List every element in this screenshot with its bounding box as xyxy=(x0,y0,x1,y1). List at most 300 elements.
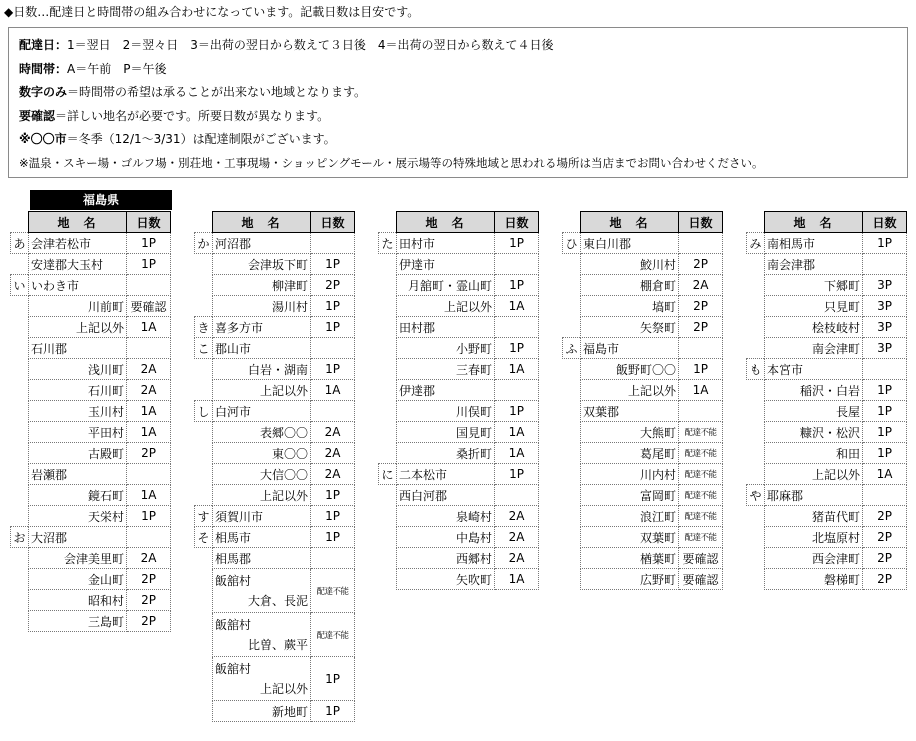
days-header: 日数 xyxy=(127,212,171,233)
area-name: 表郷〇〇 xyxy=(213,422,311,443)
area-name: 本宮市 xyxy=(765,359,863,380)
delivery-days: 1A xyxy=(127,401,171,422)
kana-index xyxy=(195,701,213,722)
table-row xyxy=(11,317,171,338)
kana-index xyxy=(379,254,397,275)
kana-index: み xyxy=(747,233,765,254)
kana-index xyxy=(563,380,581,401)
kana-index xyxy=(747,317,765,338)
kana-index xyxy=(11,317,29,338)
kana-header xyxy=(563,212,581,233)
area-name: 川俣町 xyxy=(397,401,495,422)
name-header: 地名 xyxy=(765,212,863,233)
kana-index xyxy=(563,548,581,569)
kana-index xyxy=(747,422,765,443)
area-name: 矢吹町 xyxy=(397,569,495,590)
table-row xyxy=(195,527,355,548)
delivery-days: 1A xyxy=(127,317,171,338)
table-row xyxy=(11,569,171,590)
delivery-days: 配達不能 xyxy=(679,443,723,464)
table-row xyxy=(379,548,539,569)
delivery-days: 1P xyxy=(311,317,355,338)
area-name: 河沼郡 xyxy=(213,233,311,254)
table-row xyxy=(195,548,355,569)
area-name: 大沼郡 xyxy=(29,527,127,548)
table-row xyxy=(747,527,907,548)
area-name: 浪江町 xyxy=(581,506,679,527)
table-row xyxy=(563,485,723,506)
delivery-days xyxy=(127,527,171,548)
kana-index xyxy=(747,548,765,569)
kana-index: か xyxy=(195,233,213,254)
kana-index xyxy=(747,296,765,317)
area-name: 稲沢・白岩 xyxy=(765,380,863,401)
area-name: 南相馬市 xyxy=(765,233,863,254)
kana-index xyxy=(563,317,581,338)
delivery-days xyxy=(679,401,723,422)
area-name: 天栄村 xyxy=(29,506,127,527)
table-row xyxy=(747,506,907,527)
kana-index xyxy=(563,275,581,296)
kana-index xyxy=(379,422,397,443)
kana-index xyxy=(747,401,765,422)
delivery-days xyxy=(495,485,539,506)
area-name: 泉崎村 xyxy=(397,506,495,527)
delivery-days: 2A xyxy=(495,527,539,548)
kana-index xyxy=(563,464,581,485)
delivery-days: 要確認 xyxy=(679,569,723,590)
name-header: 地名 xyxy=(213,212,311,233)
table-row xyxy=(563,506,723,527)
area-name: 北塩原村 xyxy=(765,527,863,548)
area-name-line: 飯舘村 xyxy=(215,573,252,588)
area-name: 上記以外 xyxy=(213,380,311,401)
area-name: 鮫川村 xyxy=(581,254,679,275)
table-row xyxy=(11,254,171,275)
delivery-days: 1A xyxy=(495,569,539,590)
area-table-column xyxy=(10,211,171,632)
table-row xyxy=(195,485,355,506)
delivery-days xyxy=(127,338,171,359)
kana-index: し xyxy=(195,401,213,422)
table-header xyxy=(747,212,907,233)
table-row xyxy=(563,296,723,317)
delivery-days xyxy=(495,317,539,338)
table-row xyxy=(379,275,539,296)
delivery-days xyxy=(311,233,355,254)
area-name-line: 飯舘村 xyxy=(215,617,252,632)
delivery-days xyxy=(311,401,355,422)
kana-index: あ xyxy=(11,233,29,254)
area-name: 石川町 xyxy=(29,380,127,401)
area-name: 只見町 xyxy=(765,296,863,317)
legend-label: 配達日： xyxy=(19,38,68,52)
area-name: 葛尾町 xyxy=(581,443,679,464)
delivery-days xyxy=(311,338,355,359)
kana-index xyxy=(747,443,765,464)
kana-index xyxy=(379,380,397,401)
kana-index xyxy=(563,359,581,380)
area-name: 上記以外 xyxy=(765,464,863,485)
delivery-days: 3P xyxy=(863,296,907,317)
table-row xyxy=(379,380,539,401)
table-row xyxy=(11,401,171,422)
kana-index xyxy=(11,611,29,632)
kana-index xyxy=(379,296,397,317)
prefecture-title: 福島県 xyxy=(30,190,172,210)
table-row xyxy=(747,443,907,464)
delivery-days: 2P xyxy=(679,317,723,338)
table-row xyxy=(563,317,723,338)
area-name: 西郷村 xyxy=(397,548,495,569)
kana-header xyxy=(379,212,397,233)
table-row xyxy=(563,422,723,443)
kana-index xyxy=(195,296,213,317)
days-header: 日数 xyxy=(679,212,723,233)
area-subname-line: 大倉、長泥 xyxy=(247,593,308,608)
kana-index xyxy=(195,485,213,506)
delivery-days: 1A xyxy=(495,443,539,464)
kana-index xyxy=(195,613,213,657)
kana-index: き xyxy=(195,317,213,338)
area-name: 会津坂下町 xyxy=(213,254,311,275)
delivery-days xyxy=(679,338,723,359)
delivery-days: 2A xyxy=(311,464,355,485)
delivery-days xyxy=(863,485,907,506)
table-row xyxy=(563,569,723,590)
legend-number-only xyxy=(19,81,907,105)
table-row xyxy=(563,527,723,548)
delivery-days xyxy=(311,548,355,569)
area-name: 白河市 xyxy=(213,401,311,422)
kana-index: も xyxy=(747,359,765,380)
kana-index xyxy=(563,401,581,422)
delivery-days: 1P xyxy=(311,254,355,275)
kana-index xyxy=(563,485,581,506)
area-name: 新地町 xyxy=(213,701,311,722)
table-row xyxy=(379,443,539,464)
days-header: 日数 xyxy=(311,212,355,233)
delivery-days: 2A xyxy=(495,506,539,527)
area-name: 川内村 xyxy=(581,464,679,485)
table-row xyxy=(11,359,171,380)
kana-header xyxy=(747,212,765,233)
delivery-days: 3P xyxy=(863,338,907,359)
area-name: 楢葉町 xyxy=(581,548,679,569)
table-row xyxy=(379,464,539,485)
delivery-days: 3P xyxy=(863,275,907,296)
delivery-days: 1A xyxy=(311,380,355,401)
area-name: 耶麻郡 xyxy=(765,485,863,506)
delivery-days: 1P xyxy=(495,464,539,485)
table-row xyxy=(747,359,907,380)
table-row xyxy=(195,296,355,317)
delivery-days: 2P xyxy=(863,506,907,527)
kana-index: そ xyxy=(195,527,213,548)
kana-index xyxy=(11,464,29,485)
area-name: 会津美里町 xyxy=(29,548,127,569)
area-name: 伊達郡 xyxy=(397,380,495,401)
area-name: 棚倉町 xyxy=(581,275,679,296)
area-name: 郡山市 xyxy=(213,338,311,359)
table-row xyxy=(747,548,907,569)
delivery-days: 1A xyxy=(679,380,723,401)
days-header: 日数 xyxy=(495,212,539,233)
legend-winter xyxy=(19,128,907,152)
kana-index xyxy=(379,569,397,590)
area-name: 桑折町 xyxy=(397,443,495,464)
delivery-days: 2P xyxy=(127,590,171,611)
table-row xyxy=(379,338,539,359)
delivery-days: 1P xyxy=(679,359,723,380)
area-name: 須賀川市 xyxy=(213,506,311,527)
table-row xyxy=(379,401,539,422)
table-row xyxy=(195,254,355,275)
area-subname-line: 上記以外 xyxy=(259,681,308,696)
table-row xyxy=(11,590,171,611)
delivery-days: 2P xyxy=(679,296,723,317)
delivery-days: 2P xyxy=(863,569,907,590)
area-name: 上記以外 xyxy=(29,317,127,338)
delivery-days: 2P xyxy=(311,275,355,296)
kana-index xyxy=(11,569,29,590)
table-row xyxy=(379,422,539,443)
delivery-days: 1P xyxy=(863,401,907,422)
table-row xyxy=(379,233,539,254)
delivery-days: 配達不能 xyxy=(311,613,355,657)
kana-index xyxy=(11,590,29,611)
table-row xyxy=(747,338,907,359)
delivery-days: 1P xyxy=(863,380,907,401)
table-row xyxy=(11,464,171,485)
area-name: 川前町 xyxy=(29,296,127,317)
delivery-days: 1A xyxy=(127,485,171,506)
legend-label: ※〇〇市 xyxy=(19,132,67,146)
delivery-days: 2P xyxy=(127,569,171,590)
delivery-days: 要確認 xyxy=(127,296,171,317)
table-row xyxy=(195,422,355,443)
table-row xyxy=(11,380,171,401)
legend-label: 要確認 xyxy=(19,108,56,123)
delivery-days: 1P xyxy=(311,657,355,701)
delivery-days: 1P xyxy=(311,296,355,317)
area-name xyxy=(213,569,311,613)
kana-index: お xyxy=(11,527,29,548)
table-row xyxy=(11,422,171,443)
table-row xyxy=(563,254,723,275)
area-name: 塙町 xyxy=(581,296,679,317)
delivery-days xyxy=(495,380,539,401)
area-name: 相馬郡 xyxy=(213,548,311,569)
area-name: 安達郡大玉村 xyxy=(29,254,127,275)
table-row xyxy=(747,296,907,317)
table-row xyxy=(379,296,539,317)
delivery-days: 1P xyxy=(495,338,539,359)
area-name: 桧枝岐村 xyxy=(765,317,863,338)
kana-index xyxy=(563,443,581,464)
days-header: 日数 xyxy=(863,212,907,233)
area-name: 和田 xyxy=(765,443,863,464)
table-row xyxy=(379,569,539,590)
kana-index xyxy=(11,548,29,569)
area-name: 伊達市 xyxy=(397,254,495,275)
legend-delivery-day xyxy=(19,34,907,58)
area-name: 西白河郡 xyxy=(397,485,495,506)
table-header xyxy=(563,212,723,233)
table-row xyxy=(563,548,723,569)
delivery-days: 配達不能 xyxy=(679,506,723,527)
area-name: 昭和村 xyxy=(29,590,127,611)
kana-index xyxy=(563,569,581,590)
area-name: 富岡町 xyxy=(581,485,679,506)
legend-label: 時間帯： xyxy=(19,61,68,76)
kana-index xyxy=(379,359,397,380)
kana-index xyxy=(11,401,29,422)
delivery-days: 2P xyxy=(679,254,723,275)
area-name: 金山町 xyxy=(29,569,127,590)
area-name: 広野町 xyxy=(581,569,679,590)
kana-index xyxy=(379,401,397,422)
kana-index xyxy=(11,359,29,380)
area-name: 矢祭町 xyxy=(581,317,679,338)
area-table xyxy=(562,211,723,590)
table-row xyxy=(379,506,539,527)
area-name: 岩瀬郡 xyxy=(29,464,127,485)
table-row xyxy=(563,443,723,464)
kana-header xyxy=(195,212,213,233)
kana-index xyxy=(11,380,29,401)
delivery-days: 2P xyxy=(127,443,171,464)
delivery-days: 2A xyxy=(311,422,355,443)
delivery-days xyxy=(863,254,907,275)
area-table xyxy=(194,211,355,722)
table-row xyxy=(195,338,355,359)
delivery-days: 配達不能 xyxy=(679,485,723,506)
delivery-days: 1A xyxy=(127,422,171,443)
kana-index xyxy=(195,657,213,701)
area-table xyxy=(378,211,539,590)
kana-index xyxy=(195,443,213,464)
kana-index xyxy=(195,359,213,380)
legend-text: 1＝翌日 2＝翌々日 3＝出荷の翌日から数えて３日後 4＝出荷の翌日から数えて４日後 xyxy=(67,38,554,52)
area-name: 大熊町 xyxy=(581,422,679,443)
kana-index: す xyxy=(195,506,213,527)
area-name: 南会津郡 xyxy=(765,254,863,275)
area-name: 磐梯町 xyxy=(765,569,863,590)
table-row xyxy=(747,275,907,296)
kana-index xyxy=(747,506,765,527)
area-name: 古殿町 xyxy=(29,443,127,464)
area-name: 石川郡 xyxy=(29,338,127,359)
name-header: 地名 xyxy=(397,212,495,233)
area-name: 月舘町・霊山町 xyxy=(397,275,495,296)
area-subname-line: 比曽、蕨平 xyxy=(247,637,308,652)
kana-index xyxy=(11,254,29,275)
table-row xyxy=(195,359,355,380)
area-name: 大信〇〇 xyxy=(213,464,311,485)
table-row xyxy=(747,401,907,422)
table-row xyxy=(747,254,907,275)
delivery-days: 1P xyxy=(311,527,355,548)
delivery-days: 1P xyxy=(311,359,355,380)
kana-index xyxy=(563,296,581,317)
delivery-days: 2A xyxy=(127,359,171,380)
kana-index xyxy=(379,338,397,359)
kana-index xyxy=(379,506,397,527)
kana-index xyxy=(747,569,765,590)
area-name xyxy=(213,613,311,657)
kana-header xyxy=(11,212,29,233)
kana-index xyxy=(195,569,213,613)
area-name: 中島村 xyxy=(397,527,495,548)
kana-index xyxy=(747,254,765,275)
legend-time-slot xyxy=(19,58,907,82)
kana-index xyxy=(379,548,397,569)
kana-index xyxy=(379,527,397,548)
delivery-days: 1P xyxy=(863,422,907,443)
kana-index xyxy=(563,506,581,527)
delivery-days xyxy=(127,464,171,485)
delivery-days: 1A xyxy=(863,464,907,485)
delivery-days: 配達不能 xyxy=(679,527,723,548)
kana-index xyxy=(747,275,765,296)
area-name: 上記以外 xyxy=(581,380,679,401)
kana-index xyxy=(379,443,397,464)
area-name: 二本松市 xyxy=(397,464,495,485)
area-name: 双葉郡 xyxy=(581,401,679,422)
table-row xyxy=(379,254,539,275)
legend-text: A＝午前 P＝午後 xyxy=(67,61,167,76)
area-table xyxy=(746,211,907,590)
delivery-days: 2A xyxy=(495,548,539,569)
kana-index xyxy=(379,485,397,506)
delivery-days xyxy=(863,359,907,380)
kana-index xyxy=(747,380,765,401)
table-row xyxy=(11,527,171,548)
area-name: 下郷町 xyxy=(765,275,863,296)
area-name: 上記以外 xyxy=(397,296,495,317)
area-name: 湯川村 xyxy=(213,296,311,317)
legend-confirm xyxy=(19,105,907,129)
delivery-days: 1P xyxy=(127,233,171,254)
table-row xyxy=(563,275,723,296)
kana-index: こ xyxy=(195,338,213,359)
delivery-days: 配達不能 xyxy=(311,569,355,613)
table-header xyxy=(11,212,171,233)
table-row xyxy=(747,464,907,485)
table-row xyxy=(563,233,723,254)
area-name: 福島市 xyxy=(581,338,679,359)
delivery-days: 1P xyxy=(495,401,539,422)
table-row xyxy=(195,401,355,422)
delivery-days: 1P xyxy=(127,506,171,527)
table-row xyxy=(195,657,355,701)
table-row xyxy=(195,380,355,401)
area-name-line: 飯舘村 xyxy=(215,661,252,676)
legend-special-area: ※温泉・スキー場・ゴルフ場・別荘地・工事現場・ショッピングモール・展示場等の特殊地域と思われる場所は当店までお問い合わせください。 xyxy=(19,155,764,170)
kana-index xyxy=(195,422,213,443)
table-row xyxy=(195,275,355,296)
delivery-days: 2A xyxy=(679,275,723,296)
area-name: 双葉町 xyxy=(581,527,679,548)
kana-index xyxy=(11,485,29,506)
table-row xyxy=(379,359,539,380)
table-row xyxy=(747,233,907,254)
delivery-days: 2P xyxy=(863,527,907,548)
table-row xyxy=(747,485,907,506)
area-name: 田村市 xyxy=(397,233,495,254)
delivery-days: 1P xyxy=(311,701,355,722)
